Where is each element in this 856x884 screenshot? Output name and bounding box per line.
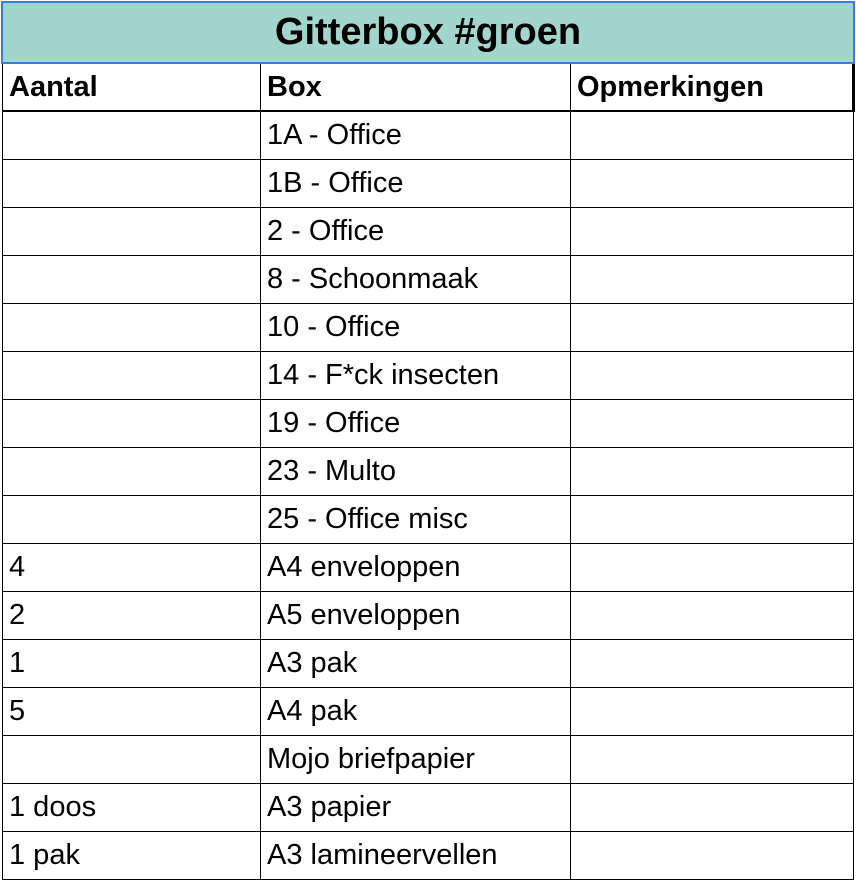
- cell-opmerkingen[interactable]: [571, 688, 854, 736]
- table-row: [3, 400, 854, 448]
- cell-aantal[interactable]: [3, 496, 261, 544]
- table-row: [3, 448, 854, 496]
- cell-aantal[interactable]: 5: [3, 688, 261, 736]
- cell-opmerkingen[interactable]: [571, 496, 854, 544]
- cell-box[interactable]: 8 - Schoonmaak: [261, 256, 571, 304]
- header-row: [3, 64, 854, 111]
- cell-box[interactable]: 25 - Office misc: [261, 496, 571, 544]
- cell-opmerkingen[interactable]: [571, 832, 854, 880]
- table-row: [3, 111, 854, 160]
- cell-box[interactable]: 1A - Office: [261, 111, 571, 160]
- cell-opmerkingen[interactable]: [571, 352, 854, 400]
- cell-box[interactable]: 19 - Office: [261, 400, 571, 448]
- table-row: [3, 544, 854, 592]
- cell-opmerkingen[interactable]: [571, 111, 854, 160]
- cell-aantal[interactable]: [3, 736, 261, 784]
- cell-box[interactable]: A5 enveloppen: [261, 592, 571, 640]
- table-row: [3, 352, 854, 400]
- cell-opmerkingen[interactable]: [571, 784, 854, 832]
- cell-aantal[interactable]: [3, 208, 261, 256]
- cell-box[interactable]: 10 - Office: [261, 304, 571, 352]
- inventory-table: [2, 64, 855, 880]
- table-row: [3, 304, 854, 352]
- cell-aantal[interactable]: [3, 448, 261, 496]
- cell-box[interactable]: A4 enveloppen: [261, 544, 571, 592]
- table-row: [3, 736, 854, 784]
- table-row: [3, 832, 854, 880]
- cell-aantal[interactable]: [3, 352, 261, 400]
- cell-aantal[interactable]: 1 doos: [3, 784, 261, 832]
- table-row: [3, 496, 854, 544]
- cell-opmerkingen[interactable]: [571, 448, 854, 496]
- cell-aantal[interactable]: [3, 304, 261, 352]
- table-row: [3, 784, 854, 832]
- cell-opmerkingen[interactable]: [571, 208, 854, 256]
- cell-opmerkingen[interactable]: [571, 400, 854, 448]
- sheet-title-cell[interactable]: Gitterbox #groen: [1, 1, 855, 64]
- cell-box[interactable]: Mojo briefpapier: [261, 736, 571, 784]
- cell-opmerkingen[interactable]: [571, 304, 854, 352]
- cell-opmerkingen[interactable]: [571, 592, 854, 640]
- table-row: [3, 592, 854, 640]
- cell-aantal[interactable]: [3, 111, 261, 160]
- column-header-opmerkingen[interactable]: Opmerkingen: [571, 64, 854, 111]
- cell-box[interactable]: A3 pak: [261, 640, 571, 688]
- cell-aantal[interactable]: 1 pak: [3, 832, 261, 880]
- cell-box[interactable]: 14 - F*ck insecten: [261, 352, 571, 400]
- table-row: [3, 640, 854, 688]
- cell-opmerkingen[interactable]: [571, 640, 854, 688]
- cell-opmerkingen[interactable]: [571, 736, 854, 784]
- cell-box[interactable]: A3 papier: [261, 784, 571, 832]
- table-row: [3, 160, 854, 208]
- cell-box[interactable]: A4 pak: [261, 688, 571, 736]
- cell-opmerkingen[interactable]: [571, 256, 854, 304]
- cell-aantal[interactable]: [3, 400, 261, 448]
- cell-aantal[interactable]: [3, 256, 261, 304]
- column-header-aantal[interactable]: Aantal: [3, 64, 261, 111]
- cell-aantal[interactable]: 4: [3, 544, 261, 592]
- cell-aantal[interactable]: [3, 160, 261, 208]
- cell-box[interactable]: 2 - Office: [261, 208, 571, 256]
- cell-opmerkingen[interactable]: [571, 160, 854, 208]
- table-row: [3, 208, 854, 256]
- column-header-box[interactable]: Box: [261, 64, 571, 111]
- table-row: [3, 256, 854, 304]
- cell-box[interactable]: A3 lamineervellen: [261, 832, 571, 880]
- table-row: [3, 688, 854, 736]
- cell-box[interactable]: 1B - Office: [261, 160, 571, 208]
- cell-aantal[interactable]: 2: [3, 592, 261, 640]
- cell-opmerkingen[interactable]: [571, 544, 854, 592]
- cell-box[interactable]: 23 - Multo: [261, 448, 571, 496]
- cell-aantal[interactable]: 1: [3, 640, 261, 688]
